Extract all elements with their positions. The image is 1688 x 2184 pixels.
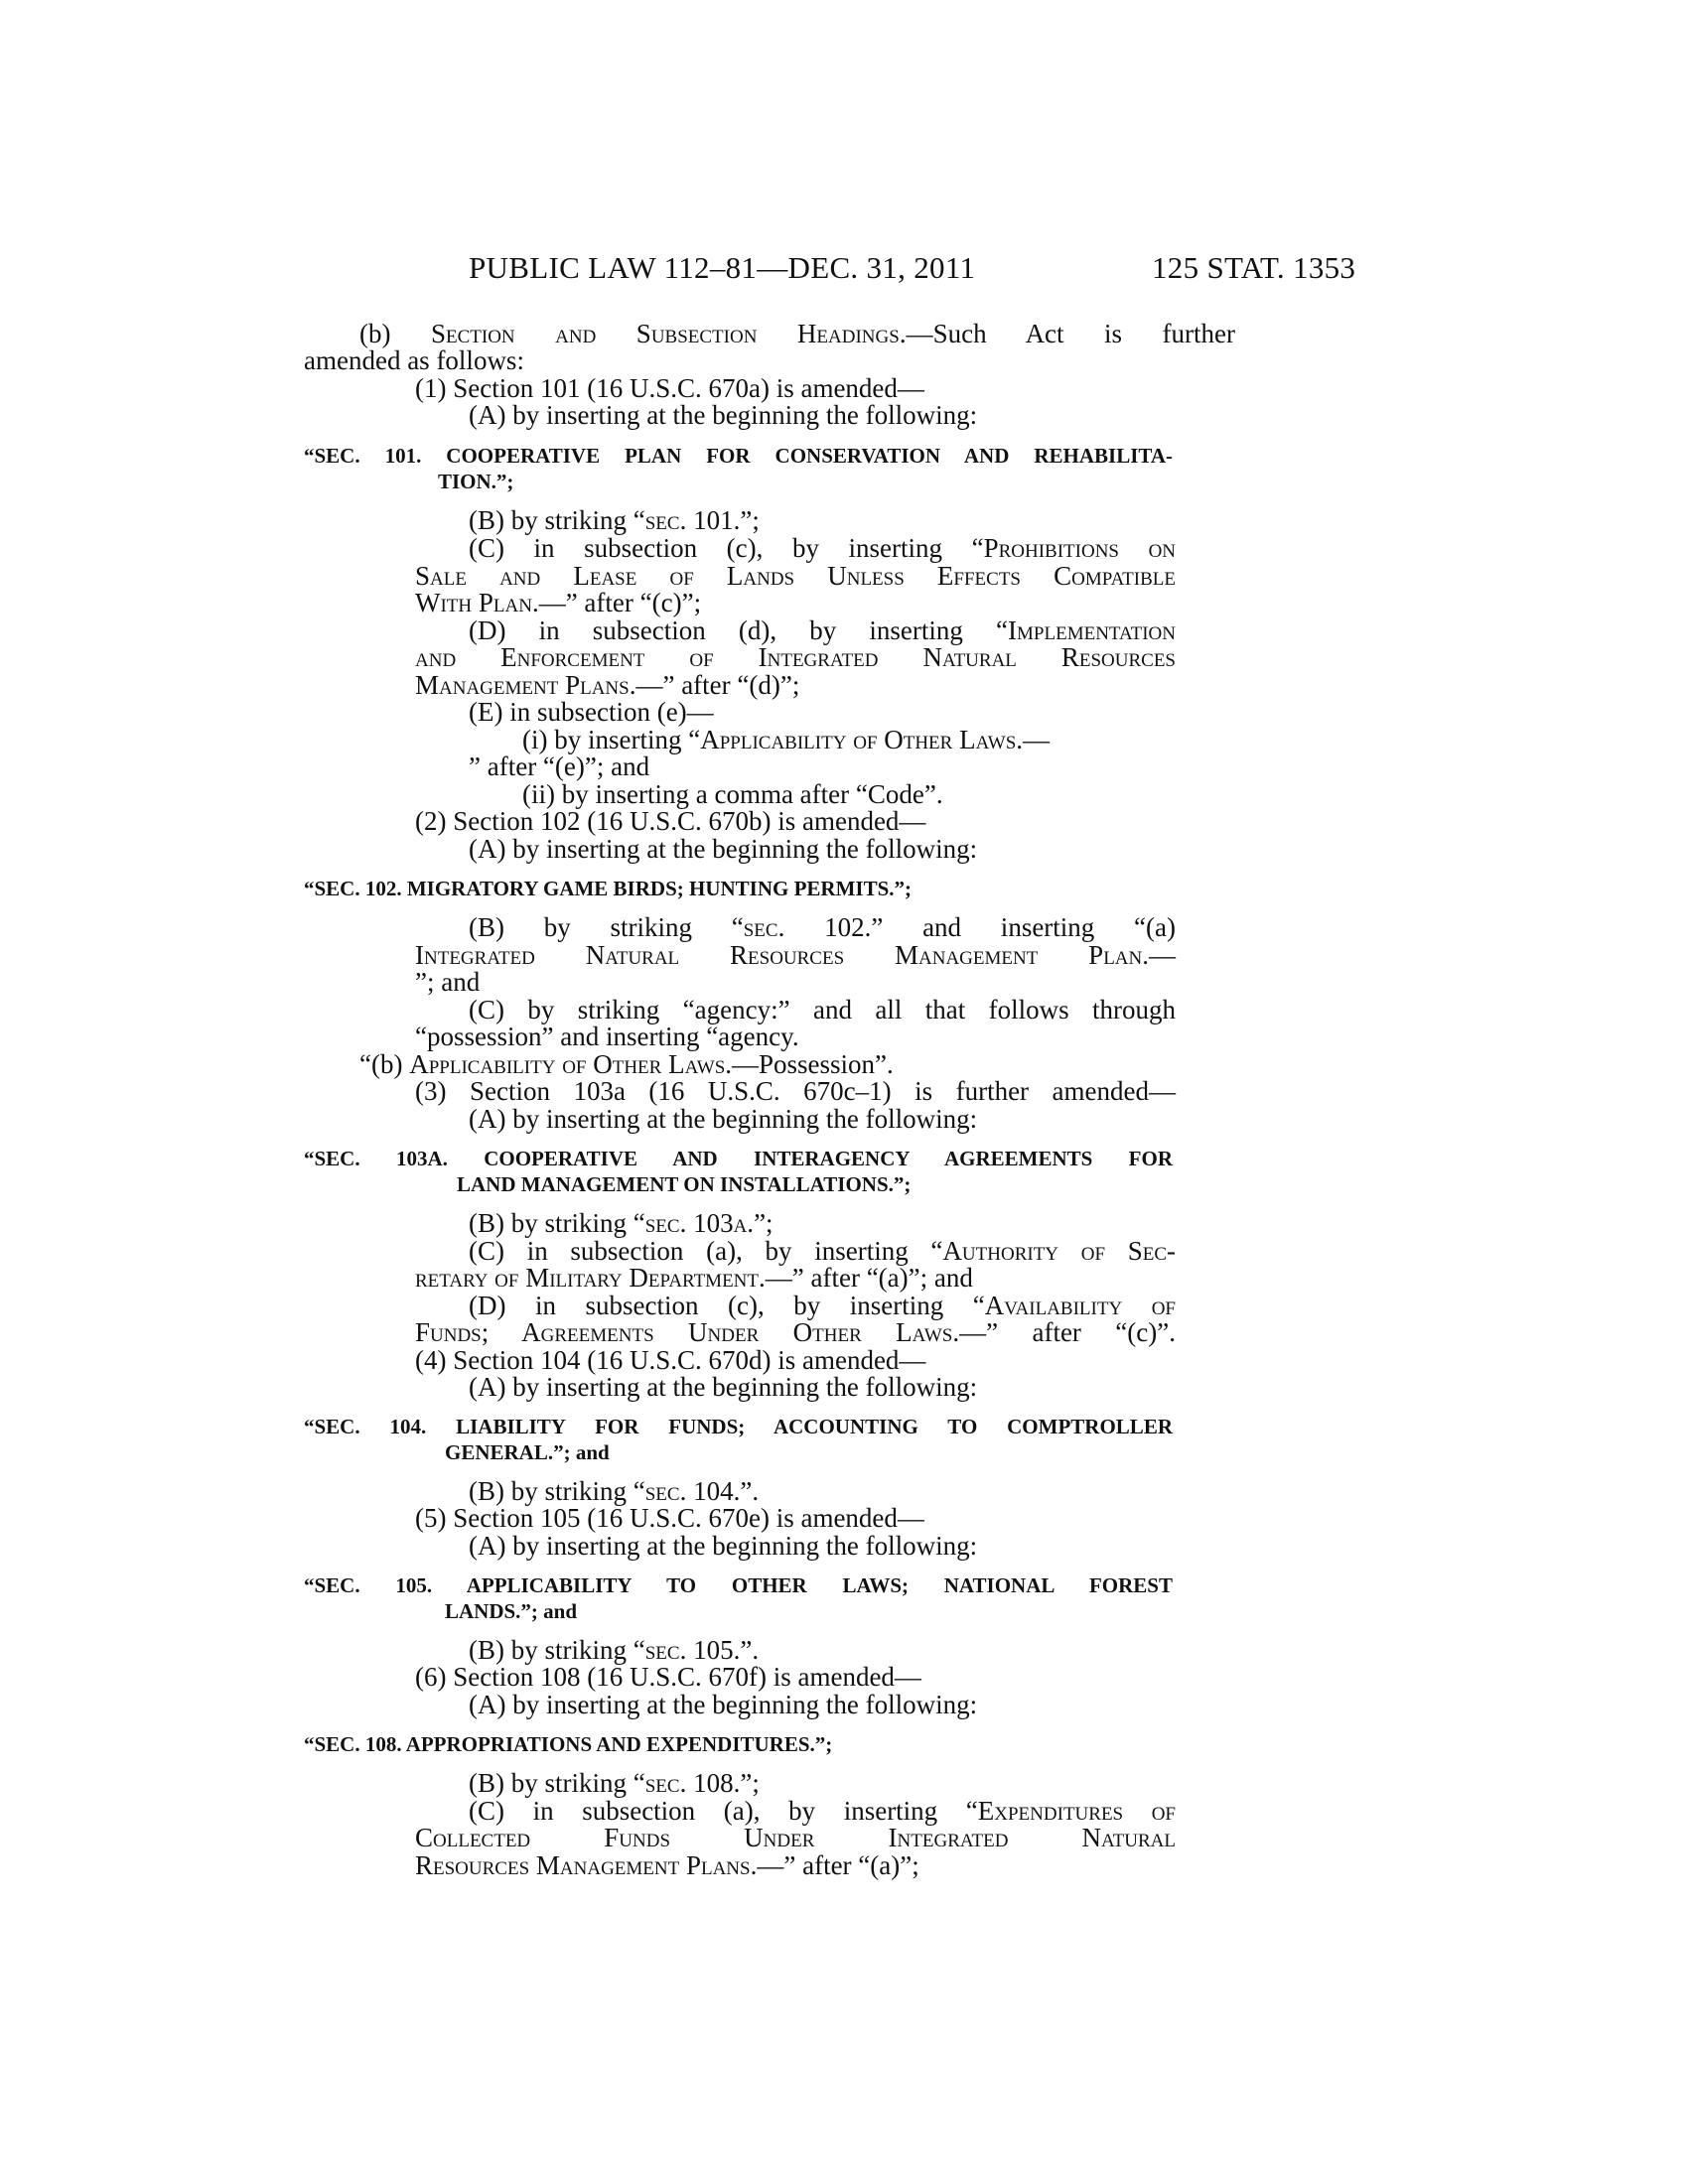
text-line: Resources Management Plans.—” after “(a)”;: [415, 1850, 919, 1880]
text-line: With Plan.—” after “(c)”;: [415, 588, 702, 617]
text-line: Integrated Natural Resources Management Plan.—: [415, 940, 1176, 970]
text-line: (D) in subsection (c), by inserting “Availability of: [469, 1291, 1176, 1320]
text-line: (1) Section 101 (16 U.S.C. 670a) is amended—: [415, 373, 924, 403]
text-line: (A) by inserting at the beginning the following:: [469, 1531, 978, 1561]
text-line: (B) by striking “sec. 108.”;: [469, 1768, 760, 1798]
text-line: (2) Section 102 (16 U.S.C. 670b) is amended—: [415, 806, 926, 836]
section-heading: “SEC. 108. APPROPRIATIONS AND EXPENDITURES.”;: [304, 1732, 833, 1756]
section-heading: GENERAL.”; and: [445, 1440, 610, 1464]
text-line: (B) by striking “sec. 101.”;: [469, 505, 760, 535]
section-heading: “SEC. 105. APPLICABILITY TO OTHER LAWS; NATIONAL FOREST: [304, 1573, 1173, 1597]
text-line: (B) by striking “sec. 103a.”;: [469, 1208, 774, 1238]
text-line: Funds; Agreements Under Other Laws.—” after “(c)”.: [415, 1317, 1176, 1347]
text-line: (A) by inserting at the beginning the following:: [469, 834, 978, 864]
text-line: ” after “(e)”; and: [469, 751, 650, 781]
text-line: (5) Section 105 (16 U.S.C. 670e) is amended—: [415, 1503, 924, 1533]
text-line: (C) in subsection (a), by inserting “Expenditures of: [469, 1796, 1176, 1826]
text-line: (i) by inserting “Applicability of Other Laws.—: [522, 725, 1051, 754]
text-line: (3) Section 103a (16 U.S.C. 670c–1) is further amended—: [415, 1076, 1176, 1106]
text-line: (A) by inserting at the beginning the following:: [469, 1104, 978, 1134]
text-line: “(b) Applicability of Other Laws.—Possession”.: [359, 1049, 894, 1079]
text-line: retary of Military Department.—” after “(a)”; and: [415, 1263, 973, 1293]
section-heading: “SEC. 104. LIABILITY FOR FUNDS; ACCOUNTING TO COMPTROLLER: [304, 1415, 1173, 1438]
running-header-title: PUBLIC LAW 112–81—DEC. 31, 2011: [469, 250, 976, 285]
text-line: “possession” and inserting “agency.: [415, 1022, 799, 1051]
text-line: (C) in subsection (a), by inserting “Authority of Sec-: [469, 1236, 1177, 1266]
text-line: (6) Section 108 (16 U.S.C. 670f) is amended—: [415, 1662, 921, 1692]
text-line: ”; and: [415, 967, 481, 997]
text-line: (D) in subsection (d), by inserting “Implementation: [469, 615, 1176, 645]
section-heading: “SEC. 101. COOPERATIVE PLAN FOR CONSERVATION AND REHABILITA-: [304, 444, 1173, 468]
text-line: amended as follows:: [304, 345, 524, 375]
text-line: (B) by striking “sec. 104.”.: [469, 1476, 760, 1506]
text-line: (B) by striking “sec. 105.”.: [469, 1635, 760, 1665]
text-line: (C) in subsection (c), by inserting “Prohibitions on: [469, 533, 1177, 563]
text-line: (b) Section and Subsection Headings.—Such Act is further: [359, 319, 1235, 348]
text-line: (ii) by inserting a comma after “Code”.: [522, 779, 943, 809]
running-header-page: 125 STAT. 1353: [1152, 250, 1356, 285]
text-line: (A) by inserting at the beginning the following:: [469, 1372, 978, 1402]
text-line: (E) in subsection (e)—: [469, 697, 714, 727]
text-line: Management Plans.—” after “(d)”;: [415, 670, 800, 700]
text-line: (B) by striking “sec. 102.” and inserting “(a): [469, 912, 1176, 942]
text-line: (A) by inserting at the beginning the following:: [469, 1690, 978, 1719]
text-line: (4) Section 104 (16 U.S.C. 670d) is amended—: [415, 1345, 926, 1375]
text-line: (A) by inserting at the beginning the following:: [469, 400, 978, 430]
section-heading: LANDS.”; and: [445, 1599, 578, 1623]
text-line: Sale and Lease of Lands Unless Effects Compatible: [415, 561, 1176, 591]
text-line: (C) by striking “agency:” and all that follows through: [469, 995, 1176, 1024]
section-heading: LAND MANAGEMENT ON INSTALLATIONS.”;: [457, 1172, 912, 1196]
text-line: Collected Funds Under Integrated Natural: [415, 1823, 1176, 1852]
text-line: and Enforcement of Integrated Natural Resources: [415, 642, 1176, 672]
section-heading: “SEC. 102. MIGRATORY GAME BIRDS; HUNTING PERMITS.”;: [304, 877, 913, 900]
section-heading: TION.”;: [438, 470, 514, 493]
section-heading: “SEC. 103A. COOPERATIVE AND INTERAGENCY AGREEMENTS FOR: [304, 1147, 1173, 1170]
